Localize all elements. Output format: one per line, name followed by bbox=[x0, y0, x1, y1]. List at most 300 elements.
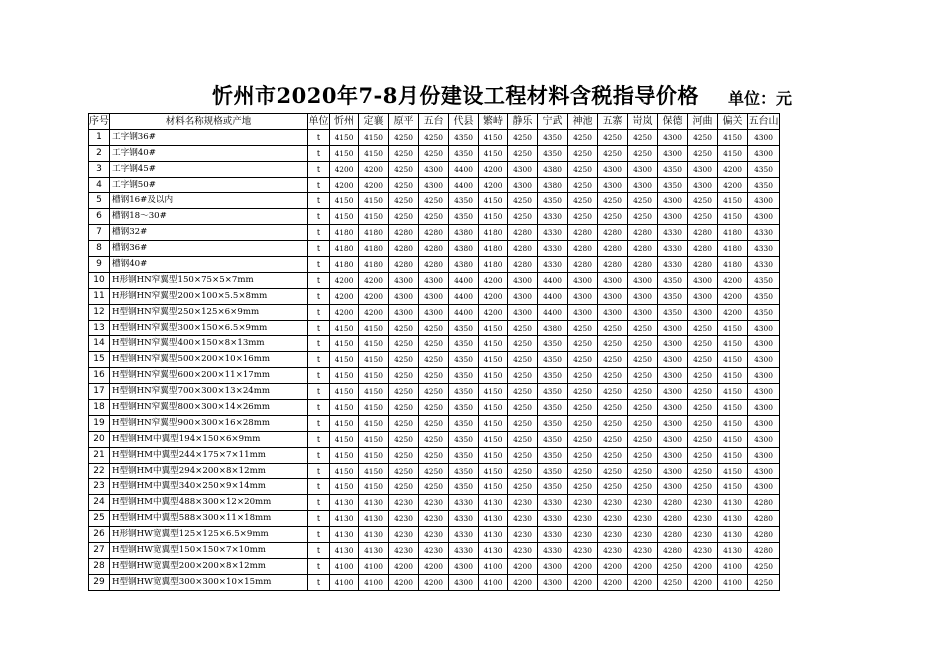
price-cell: 4230 bbox=[688, 527, 718, 543]
price-cell: 4150 bbox=[479, 384, 508, 400]
price-cell: 4350 bbox=[658, 161, 688, 177]
row-index: 7 bbox=[89, 225, 110, 241]
price-cell: 4380 bbox=[538, 161, 568, 177]
price-cell: 4250 bbox=[419, 431, 449, 447]
price-cell: 4150 bbox=[479, 415, 508, 431]
price-cell: 4200 bbox=[330, 288, 359, 304]
price-cell: 4350 bbox=[538, 400, 568, 416]
price-cell: 4350 bbox=[449, 209, 479, 225]
price-cell: 4200 bbox=[718, 177, 748, 193]
price-cell: 4180 bbox=[359, 241, 389, 257]
price-cell: 4380 bbox=[449, 241, 479, 257]
price-cell: 4150 bbox=[718, 193, 748, 209]
price-cell: 4150 bbox=[479, 352, 508, 368]
price-cell: 4330 bbox=[658, 225, 688, 241]
price-cell: 4150 bbox=[359, 431, 389, 447]
row-index: 10 bbox=[89, 272, 110, 288]
price-cell: 4150 bbox=[479, 479, 508, 495]
price-cell: 4250 bbox=[568, 447, 598, 463]
price-cell: 4250 bbox=[419, 447, 449, 463]
table-row bbox=[89, 495, 780, 511]
row-index: 2 bbox=[89, 145, 110, 161]
price-cell: 4150 bbox=[330, 368, 359, 384]
price-cell: 4230 bbox=[598, 495, 628, 511]
table-row bbox=[89, 241, 780, 257]
price-cell: 4300 bbox=[628, 272, 658, 288]
price-cell: 4250 bbox=[568, 129, 598, 145]
price-cell: 4100 bbox=[359, 574, 389, 590]
table-row bbox=[89, 193, 780, 209]
price-cell: 4280 bbox=[568, 241, 598, 257]
header-name: 材料名称规格或产地 bbox=[110, 114, 308, 130]
price-cell: 4200 bbox=[419, 558, 449, 574]
price-cell: 4250 bbox=[628, 400, 658, 416]
unit-cell: t bbox=[308, 495, 330, 511]
material-name: 槽钢16#及以内 bbox=[110, 193, 308, 209]
price-cell: 4250 bbox=[598, 479, 628, 495]
price-cell: 4280 bbox=[658, 527, 688, 543]
price-cell: 4150 bbox=[359, 129, 389, 145]
price-cell: 4300 bbox=[658, 415, 688, 431]
price-cell: 4330 bbox=[538, 241, 568, 257]
header-region: 河曲 bbox=[688, 114, 718, 130]
price-cell: 4250 bbox=[389, 320, 419, 336]
price-cell: 4280 bbox=[508, 225, 538, 241]
price-cell: 4350 bbox=[538, 145, 568, 161]
header-region: 五台山 bbox=[748, 114, 780, 130]
price-cell: 4150 bbox=[718, 145, 748, 161]
price-cell: 4150 bbox=[479, 336, 508, 352]
unit-cell: t bbox=[308, 447, 330, 463]
table-row bbox=[89, 400, 780, 416]
price-cell: 4150 bbox=[330, 479, 359, 495]
table-row bbox=[89, 431, 780, 447]
price-cell: 4250 bbox=[508, 336, 538, 352]
row-index: 29 bbox=[89, 574, 110, 590]
price-cell: 4280 bbox=[748, 527, 780, 543]
price-cell: 4250 bbox=[508, 320, 538, 336]
price-cell: 4250 bbox=[419, 193, 449, 209]
material-name: H形钢HN窄翼型150×75×5×7mm bbox=[110, 272, 308, 288]
price-cell: 4250 bbox=[598, 336, 628, 352]
price-cell: 4300 bbox=[568, 288, 598, 304]
price-cell: 4330 bbox=[748, 241, 780, 257]
price-cell: 4250 bbox=[568, 463, 598, 479]
unit-cell: t bbox=[308, 479, 330, 495]
price-cell: 4150 bbox=[479, 368, 508, 384]
price-cell: 4150 bbox=[359, 352, 389, 368]
price-cell: 4300 bbox=[748, 384, 780, 400]
price-cell: 4250 bbox=[568, 145, 598, 161]
page-title: 忻州市2020年7-8月份建设工程材料含税指导价格 bbox=[212, 83, 699, 108]
price-cell: 4130 bbox=[330, 511, 359, 527]
material-name: H型钢HN窄翼型250×125×6×9mm bbox=[110, 304, 308, 320]
price-cell: 4280 bbox=[508, 241, 538, 257]
material-name: H型钢HN窄翼型500×200×10×16mm bbox=[110, 352, 308, 368]
price-cell: 4300 bbox=[748, 193, 780, 209]
table-row bbox=[89, 352, 780, 368]
material-name: 槽钢18～30# bbox=[110, 209, 308, 225]
price-cell: 4250 bbox=[628, 479, 658, 495]
price-cell: 4150 bbox=[718, 463, 748, 479]
price-cell: 4100 bbox=[718, 574, 748, 590]
price-cell: 4350 bbox=[538, 129, 568, 145]
price-cell: 4280 bbox=[598, 257, 628, 273]
price-cell: 4150 bbox=[330, 447, 359, 463]
price-cell: 4330 bbox=[538, 495, 568, 511]
price-cell: 4400 bbox=[449, 161, 479, 177]
material-name: 槽钢40# bbox=[110, 257, 308, 273]
price-cell: 4250 bbox=[628, 415, 658, 431]
price-cell: 4300 bbox=[658, 384, 688, 400]
unit-cell: t bbox=[308, 145, 330, 161]
unit-cell: t bbox=[308, 209, 330, 225]
price-cell: 4300 bbox=[658, 479, 688, 495]
table-row bbox=[89, 320, 780, 336]
material-name: H型钢HN窄翼型800×300×14×26mm bbox=[110, 400, 308, 416]
price-cell: 4180 bbox=[359, 257, 389, 273]
price-cell: 4300 bbox=[598, 288, 628, 304]
row-index: 16 bbox=[89, 368, 110, 384]
price-cell: 4300 bbox=[658, 447, 688, 463]
price-cell: 4250 bbox=[508, 193, 538, 209]
row-index: 27 bbox=[89, 543, 110, 559]
price-cell: 4300 bbox=[628, 288, 658, 304]
price-cell: 4230 bbox=[389, 543, 419, 559]
price-cell: 4250 bbox=[598, 129, 628, 145]
table-row bbox=[89, 288, 780, 304]
price-cell: 4200 bbox=[359, 304, 389, 320]
material-name: 工字钢36# bbox=[110, 129, 308, 145]
table-body bbox=[89, 129, 780, 590]
price-cell: 4250 bbox=[419, 400, 449, 416]
price-cell: 4350 bbox=[748, 288, 780, 304]
price-cell: 4250 bbox=[419, 463, 449, 479]
unit-cell: t bbox=[308, 336, 330, 352]
price-cell: 4330 bbox=[538, 543, 568, 559]
price-cell: 4250 bbox=[419, 129, 449, 145]
price-cell: 4280 bbox=[419, 257, 449, 273]
price-cell: 4380 bbox=[449, 257, 479, 273]
unit-cell: t bbox=[308, 193, 330, 209]
price-cell: 4280 bbox=[389, 257, 419, 273]
price-cell: 4300 bbox=[748, 447, 780, 463]
material-name: 工字钢40# bbox=[110, 145, 308, 161]
price-cell: 4130 bbox=[718, 511, 748, 527]
price-cell: 4300 bbox=[598, 304, 628, 320]
price-cell: 4280 bbox=[419, 241, 449, 257]
price-cell: 4130 bbox=[330, 527, 359, 543]
header-region: 神池 bbox=[568, 114, 598, 130]
material-name: 工字钢50# bbox=[110, 177, 308, 193]
price-cell: 4200 bbox=[479, 288, 508, 304]
price-cell: 4150 bbox=[330, 209, 359, 225]
header-region: 五寨 bbox=[598, 114, 628, 130]
price-cell: 4250 bbox=[628, 336, 658, 352]
price-cell: 4300 bbox=[598, 272, 628, 288]
price-cell: 4230 bbox=[419, 495, 449, 511]
price-cell: 4300 bbox=[419, 161, 449, 177]
price-cell: 4250 bbox=[628, 193, 658, 209]
price-cell: 4100 bbox=[330, 558, 359, 574]
price-cell: 4150 bbox=[718, 431, 748, 447]
price-cell: 4180 bbox=[479, 257, 508, 273]
price-cell: 4200 bbox=[628, 558, 658, 574]
price-cell: 4250 bbox=[658, 574, 688, 590]
row-index: 9 bbox=[89, 257, 110, 273]
price-cell: 4200 bbox=[718, 272, 748, 288]
table-row bbox=[89, 304, 780, 320]
table-row bbox=[89, 415, 780, 431]
price-cell: 4250 bbox=[568, 415, 598, 431]
price-cell: 4180 bbox=[479, 225, 508, 241]
price-cell: 4250 bbox=[598, 368, 628, 384]
price-cell: 4250 bbox=[628, 352, 658, 368]
price-cell: 4300 bbox=[658, 352, 688, 368]
price-cell: 4150 bbox=[718, 400, 748, 416]
price-cell: 4250 bbox=[419, 209, 449, 225]
row-index: 20 bbox=[89, 431, 110, 447]
price-cell: 4150 bbox=[479, 193, 508, 209]
price-cell: 4130 bbox=[359, 495, 389, 511]
unit-cell: t bbox=[308, 574, 330, 590]
row-index: 15 bbox=[89, 352, 110, 368]
price-cell: 4250 bbox=[628, 463, 658, 479]
price-cell: 4250 bbox=[688, 447, 718, 463]
price-cell: 4150 bbox=[359, 384, 389, 400]
price-cell: 4230 bbox=[568, 543, 598, 559]
price-cell: 4250 bbox=[389, 431, 419, 447]
price-cell: 4250 bbox=[598, 320, 628, 336]
material-name: H型钢HM中翼型194×150×6×9mm bbox=[110, 431, 308, 447]
row-index: 26 bbox=[89, 527, 110, 543]
price-cell: 4300 bbox=[658, 336, 688, 352]
price-cell: 4300 bbox=[419, 304, 449, 320]
material-name: H型钢HW宽翼型300×300×10×15mm bbox=[110, 574, 308, 590]
price-cell: 4200 bbox=[330, 177, 359, 193]
price-cell: 4250 bbox=[568, 400, 598, 416]
price-cell: 4300 bbox=[748, 400, 780, 416]
price-cell: 4200 bbox=[628, 574, 658, 590]
price-cell: 4230 bbox=[598, 543, 628, 559]
price-cell: 4150 bbox=[718, 209, 748, 225]
price-cell: 4280 bbox=[598, 225, 628, 241]
row-index: 8 bbox=[89, 241, 110, 257]
header-region: 保德 bbox=[658, 114, 688, 130]
material-name: H型钢HM中翼型294×200×8×12mm bbox=[110, 463, 308, 479]
price-cell: 4250 bbox=[508, 431, 538, 447]
material-name: H型钢HM中翼型340×250×9×14mm bbox=[110, 479, 308, 495]
price-cell: 4350 bbox=[748, 272, 780, 288]
price-cell: 4250 bbox=[628, 320, 658, 336]
price-cell: 4150 bbox=[718, 479, 748, 495]
price-cell: 4250 bbox=[568, 336, 598, 352]
price-cell: 4250 bbox=[568, 479, 598, 495]
price-cell: 4250 bbox=[688, 463, 718, 479]
price-cell: 4250 bbox=[389, 177, 419, 193]
price-cell: 4150 bbox=[718, 447, 748, 463]
table-row bbox=[89, 225, 780, 241]
header-index: 序号 bbox=[89, 114, 110, 130]
price-cell: 4130 bbox=[718, 543, 748, 559]
price-cell: 4300 bbox=[748, 209, 780, 225]
price-cell: 4230 bbox=[628, 543, 658, 559]
price-cell: 4250 bbox=[688, 209, 718, 225]
price-cell: 4250 bbox=[598, 384, 628, 400]
table-row bbox=[89, 161, 780, 177]
price-cell: 4300 bbox=[419, 177, 449, 193]
price-cell: 4400 bbox=[449, 272, 479, 288]
price-cell: 4250 bbox=[508, 479, 538, 495]
price-cell: 4250 bbox=[419, 320, 449, 336]
unit-cell: t bbox=[308, 558, 330, 574]
price-cell: 4150 bbox=[330, 463, 359, 479]
price-cell: 4300 bbox=[688, 272, 718, 288]
price-cell: 4150 bbox=[330, 415, 359, 431]
price-cell: 4300 bbox=[598, 177, 628, 193]
price-cell: 4280 bbox=[658, 495, 688, 511]
price-cell: 4350 bbox=[538, 479, 568, 495]
price-cell: 4350 bbox=[449, 400, 479, 416]
price-cell: 4150 bbox=[479, 431, 508, 447]
price-cell: 4200 bbox=[479, 177, 508, 193]
price-cell: 4180 bbox=[330, 257, 359, 273]
material-name: H型钢HM中翼型588×300×11×18mm bbox=[110, 511, 308, 527]
price-cell: 4200 bbox=[598, 558, 628, 574]
price-cell: 4250 bbox=[688, 336, 718, 352]
price-cell: 4250 bbox=[568, 161, 598, 177]
price-cell: 4350 bbox=[449, 352, 479, 368]
price-cell: 4250 bbox=[389, 336, 419, 352]
price-cell: 4130 bbox=[479, 495, 508, 511]
price-cell: 4200 bbox=[479, 304, 508, 320]
price-cell: 4350 bbox=[449, 145, 479, 161]
row-index: 17 bbox=[89, 384, 110, 400]
row-index: 24 bbox=[89, 495, 110, 511]
price-cell: 4280 bbox=[628, 257, 658, 273]
price-cell: 4330 bbox=[748, 257, 780, 273]
row-index: 6 bbox=[89, 209, 110, 225]
price-cell: 4350 bbox=[538, 336, 568, 352]
price-cell: 4350 bbox=[538, 415, 568, 431]
price-cell: 4300 bbox=[748, 129, 780, 145]
price-cell: 4130 bbox=[718, 495, 748, 511]
price-cell: 4280 bbox=[688, 225, 718, 241]
price-cell: 4200 bbox=[479, 161, 508, 177]
price-cell: 4200 bbox=[688, 558, 718, 574]
material-name: 工字钢45# bbox=[110, 161, 308, 177]
material-name: H型钢HN窄翼型900×300×16×28mm bbox=[110, 415, 308, 431]
price-cell: 4250 bbox=[628, 145, 658, 161]
price-cell: 4300 bbox=[748, 368, 780, 384]
price-cell: 4380 bbox=[449, 225, 479, 241]
price-cell: 4250 bbox=[419, 145, 449, 161]
row-index: 11 bbox=[89, 288, 110, 304]
price-cell: 4150 bbox=[718, 415, 748, 431]
table-row bbox=[89, 527, 780, 543]
price-cell: 4300 bbox=[508, 161, 538, 177]
table-row bbox=[89, 368, 780, 384]
price-cell: 4350 bbox=[538, 431, 568, 447]
price-cell: 4130 bbox=[330, 495, 359, 511]
material-name: H型钢HW宽翼型200×200×8×12mm bbox=[110, 558, 308, 574]
price-cell: 4130 bbox=[359, 543, 389, 559]
price-cell: 4300 bbox=[658, 431, 688, 447]
price-cell: 4350 bbox=[748, 161, 780, 177]
price-cell: 4230 bbox=[419, 511, 449, 527]
price-cell: 4150 bbox=[479, 447, 508, 463]
price-cell: 4150 bbox=[330, 336, 359, 352]
header-unit: 单位 bbox=[308, 114, 330, 130]
price-cell: 4200 bbox=[598, 574, 628, 590]
price-cell: 4350 bbox=[449, 447, 479, 463]
price-cell: 4250 bbox=[688, 384, 718, 400]
unit-cell: t bbox=[308, 527, 330, 543]
price-cell: 4250 bbox=[688, 145, 718, 161]
row-index: 28 bbox=[89, 558, 110, 574]
price-cell: 4250 bbox=[598, 352, 628, 368]
row-index: 23 bbox=[89, 479, 110, 495]
price-cell: 4150 bbox=[359, 479, 389, 495]
price-cell: 4230 bbox=[389, 495, 419, 511]
price-cell: 4350 bbox=[538, 193, 568, 209]
price-cell: 4300 bbox=[748, 352, 780, 368]
price-cell: 4200 bbox=[419, 574, 449, 590]
unit-cell: t bbox=[308, 511, 330, 527]
price-cell: 4250 bbox=[688, 479, 718, 495]
price-cell: 4250 bbox=[419, 384, 449, 400]
price-cell: 4180 bbox=[718, 257, 748, 273]
price-cell: 4150 bbox=[359, 193, 389, 209]
material-name: 槽钢36# bbox=[110, 241, 308, 257]
price-cell: 4250 bbox=[389, 193, 419, 209]
price-cell: 4250 bbox=[628, 384, 658, 400]
unit-label: 单位：元 bbox=[728, 89, 793, 108]
price-cell: 4230 bbox=[688, 495, 718, 511]
price-cell: 4300 bbox=[688, 161, 718, 177]
price-cell: 4300 bbox=[389, 272, 419, 288]
price-cell: 4300 bbox=[688, 304, 718, 320]
unit-cell: t bbox=[308, 384, 330, 400]
price-cell: 4250 bbox=[419, 336, 449, 352]
unit-cell: t bbox=[308, 431, 330, 447]
price-cell: 4300 bbox=[628, 304, 658, 320]
material-name: H型钢HN窄翼型300×150×6.5×9mm bbox=[110, 320, 308, 336]
price-cell: 4200 bbox=[479, 272, 508, 288]
price-cell: 4350 bbox=[449, 384, 479, 400]
price-cell: 4230 bbox=[508, 495, 538, 511]
price-cell: 4300 bbox=[658, 129, 688, 145]
row-index: 3 bbox=[89, 161, 110, 177]
price-cell: 4280 bbox=[628, 225, 658, 241]
price-cell: 4350 bbox=[538, 463, 568, 479]
price-cell: 4150 bbox=[718, 384, 748, 400]
price-cell: 4380 bbox=[538, 177, 568, 193]
price-cell: 4150 bbox=[330, 352, 359, 368]
price-cell: 4130 bbox=[479, 543, 508, 559]
price-cell: 4300 bbox=[748, 145, 780, 161]
price-cell: 4180 bbox=[479, 241, 508, 257]
table-row bbox=[89, 447, 780, 463]
price-cell: 4250 bbox=[389, 129, 419, 145]
price-cell: 4180 bbox=[718, 241, 748, 257]
table-row bbox=[89, 574, 780, 590]
price-cell: 4380 bbox=[538, 320, 568, 336]
price-cell: 4250 bbox=[568, 368, 598, 384]
price-cell: 4350 bbox=[748, 304, 780, 320]
price-cell: 4250 bbox=[568, 209, 598, 225]
price-cell: 4300 bbox=[628, 161, 658, 177]
